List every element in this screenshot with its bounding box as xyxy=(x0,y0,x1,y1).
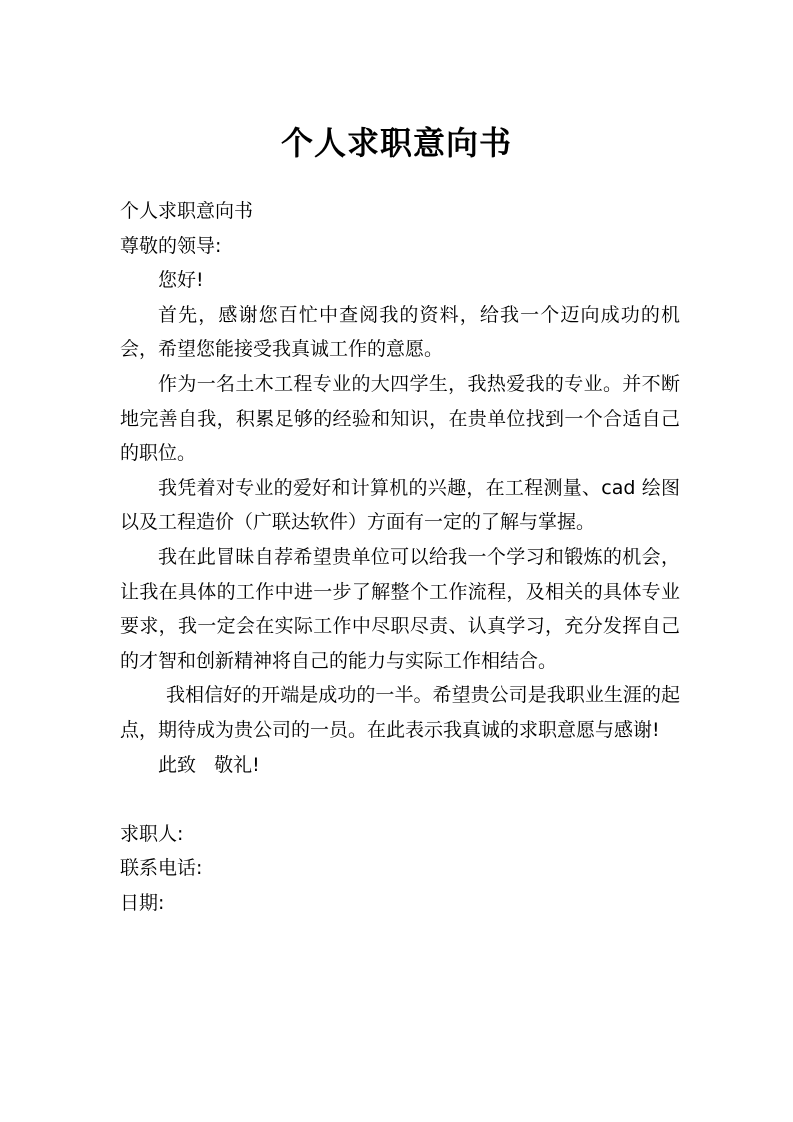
paragraph-5: 我相信好的开端是成功的一半。希望贵公司是我职业生涯的起点，期待成为贵公司的一员。在此表示我真诚的求职意愿与感谢! xyxy=(120,684,680,741)
paragraph-3: 我凭着对专业的爱好和计算机的兴趣，在工程测量、cad 绘图以及工程造价（广联达软件）方面有一定的了解与掌握。 xyxy=(120,476,680,534)
paragraph-4: 我在此冒昧自荐希望贵单位可以给我一个学习和锻炼的机会，让我在具体的工作中进一步了解整个工作流程，及相关的具体专业要求，我一定会在实际工作中尽职尽责、认真学习，充分发挥自己的才智和创新精神将自己的能力与实际工作相结合。 xyxy=(120,545,680,672)
paragraph-1: 首先，感谢您百忙中查阅我的资料，给我一个迈向成功的机会，希望您能接受我真诚工作的意愿。 xyxy=(120,303,680,361)
document-subtitle: 个人求职意向书 xyxy=(120,200,254,222)
date-label: 日期: xyxy=(120,891,165,914)
phone-label: 联系电话: xyxy=(120,857,203,880)
document-title: 个人求职意向书 xyxy=(280,124,512,162)
paragraph-2: 作为一名土木工程专业的大四学生，我热爱我的专业。并不断地完善自我，积累足够的经验和知识，在贵单位找到一个合适自己的职位。 xyxy=(120,372,680,465)
closing: 此致 敬礼! xyxy=(158,753,260,776)
salutation: 尊敬的领导: xyxy=(120,234,222,257)
blank-line xyxy=(120,782,680,817)
applicant-label: 求职人: xyxy=(120,822,184,845)
document-body xyxy=(120,194,680,920)
greeting: 您好! xyxy=(158,269,204,292)
